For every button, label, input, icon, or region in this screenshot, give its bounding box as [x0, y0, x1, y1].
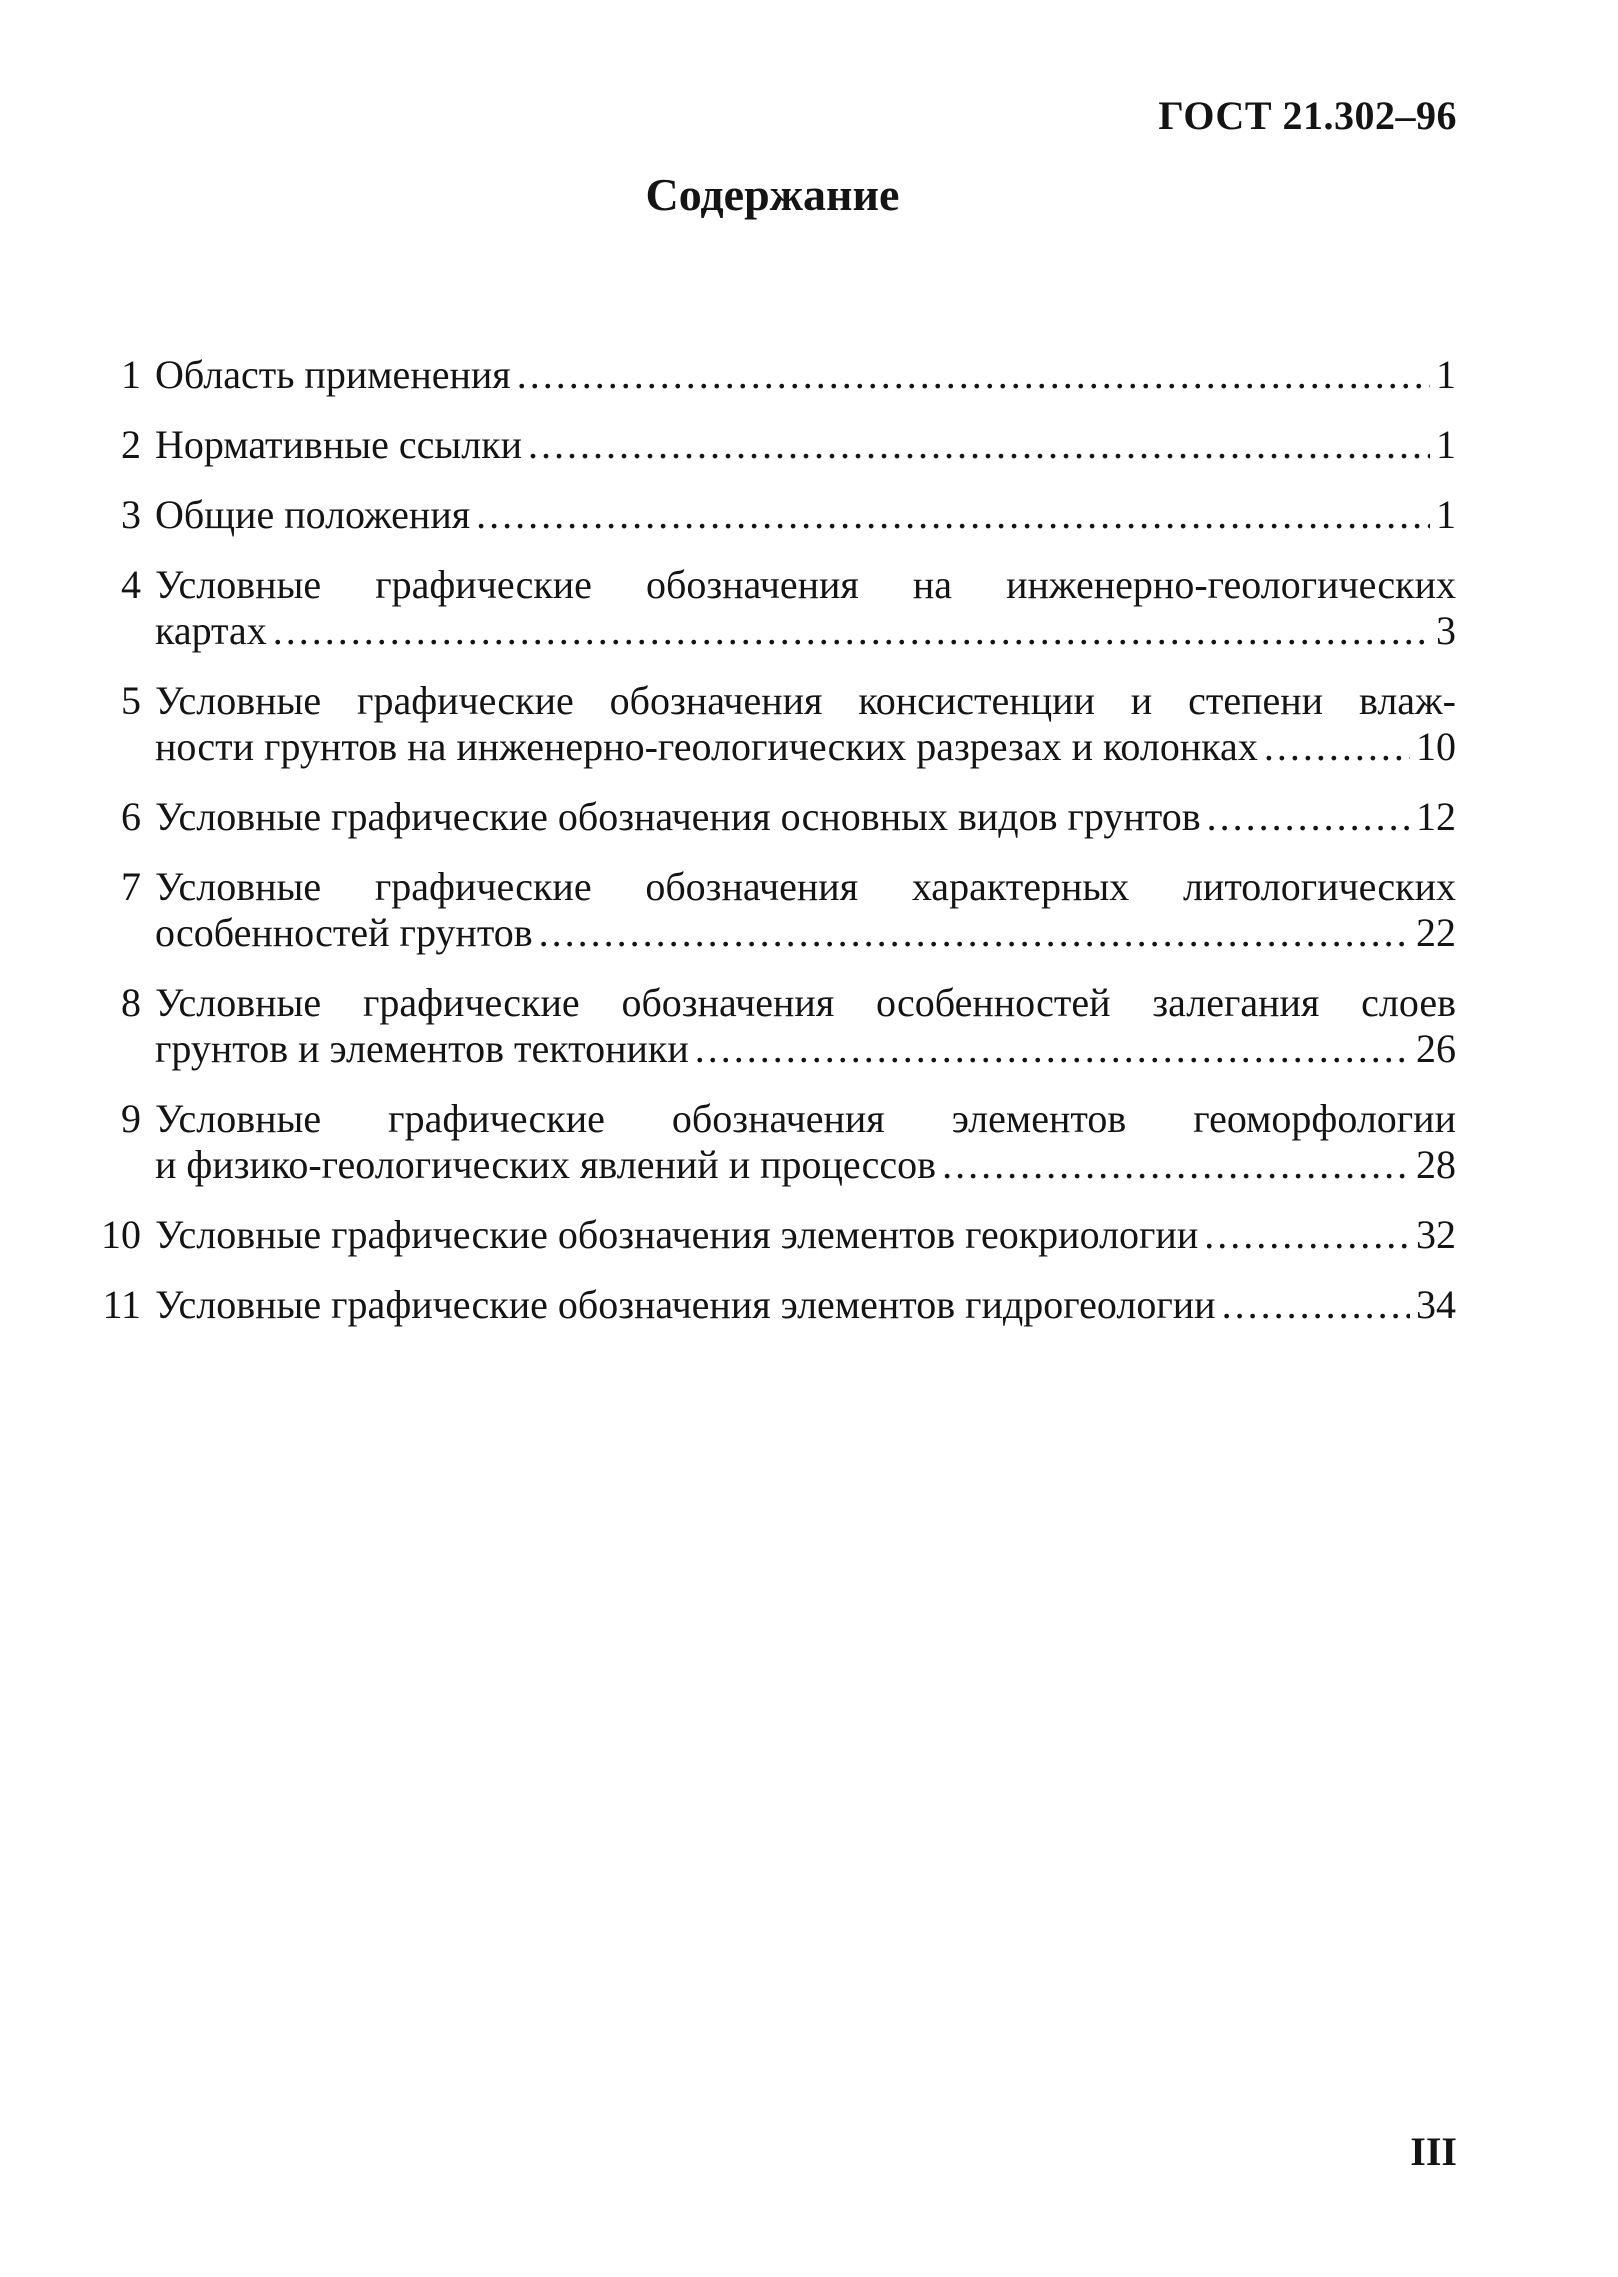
toc-entry-page: 28: [1416, 1142, 1456, 1187]
table-of-contents: [76, 352, 1456, 1352]
toc-entry-body: [155, 1096, 1456, 1188]
toc-entry-body: [155, 1282, 1456, 1328]
toc-entry-title: Условные графические обозначения консистенции и степени влаж-: [155, 678, 1456, 723]
toc-entry-title-continued: грунтов и элементов тектоники: [155, 1026, 689, 1071]
toc-entry-body: [155, 1212, 1456, 1258]
toc-entry: [76, 678, 1456, 770]
toc-entry-page: 32: [1416, 1212, 1456, 1257]
toc-entry-last-line: [155, 352, 1456, 398]
toc-entry-title: Условные графические обозначения элементов геокриологии: [155, 1212, 1199, 1257]
toc-entry-page: 1: [1436, 422, 1456, 467]
toc-entry: [76, 492, 1456, 538]
dot-leader: [942, 1142, 1410, 1188]
toc-entry: [76, 1282, 1456, 1328]
toc-entry-title-continued: картах: [155, 608, 267, 653]
toc-entry-number: 4: [121, 562, 141, 607]
toc-entry-body: [155, 422, 1456, 468]
dot-leader: [476, 492, 1430, 538]
dot-leader: [1207, 794, 1410, 840]
toc-entry-body: [155, 562, 1456, 654]
page-number: III: [1410, 2129, 1457, 2174]
toc-entry-last-line: [155, 1026, 1456, 1072]
toc-entry-last-line: [155, 1282, 1456, 1328]
toc-entry-number: 1: [121, 352, 141, 397]
toc-entry-number: 3: [121, 492, 141, 537]
toc-entry-title: Нормативные ссылки: [155, 422, 523, 467]
toc-entry-number: 11: [102, 1282, 141, 1327]
toc-entry-last-line: [155, 422, 1456, 468]
dot-leader: [1204, 1212, 1410, 1258]
toc-entry-last-line: [155, 910, 1456, 956]
toc-entry-last-line: [155, 1142, 1456, 1188]
toc-entry-last-line: [155, 724, 1456, 770]
toc-entry: [76, 562, 1456, 654]
toc-entry-title: Условные графические обозначения основных видов грунтов: [155, 794, 1201, 839]
toc-entry: [76, 352, 1456, 398]
toc-entry-title: Общие положения: [155, 492, 471, 537]
toc-entry-last-line: [155, 1212, 1456, 1258]
dot-leader: [695, 1026, 1410, 1072]
toc-entry-page: 22: [1416, 910, 1456, 955]
toc-entry-number: 6: [121, 794, 141, 839]
toc-entry-title: Условные графические обозначения характерных литологических: [155, 864, 1456, 909]
toc-entry-number: 10: [101, 1212, 141, 1257]
toc-entry: [76, 1096, 1456, 1188]
dot-leader: [1222, 1282, 1410, 1328]
toc-entry: [76, 1212, 1456, 1258]
toc-entry-number: 7: [121, 864, 141, 909]
toc-entry-title: Область применения: [155, 352, 511, 397]
toc-entry: [76, 864, 1456, 956]
toc-entry: [76, 422, 1456, 468]
toc-entry-page: 12: [1416, 794, 1456, 839]
toc-entry-body: [155, 864, 1456, 956]
toc-entry-page: 26: [1416, 1026, 1456, 1071]
dot-leader: [539, 910, 1410, 956]
toc-title: Содержание: [645, 169, 900, 220]
toc-entry-body: [155, 492, 1456, 538]
toc-entry-page: 1: [1436, 352, 1456, 397]
toc-entry-page: 34: [1416, 1282, 1456, 1327]
dot-leader: [528, 422, 1430, 468]
toc-entry-title: Условные графические обозначения особенностей залегания слоев: [155, 980, 1456, 1025]
toc-entry-number: 2: [121, 422, 141, 467]
toc-entry-number: 9: [121, 1096, 141, 1141]
toc-entry-title: Условные графические обозначения элементов геоморфологии: [155, 1096, 1456, 1141]
toc-entry-number: 5: [121, 678, 141, 723]
toc-entry-page: 10: [1416, 724, 1456, 769]
dot-leader: [517, 352, 1430, 398]
toc-entry-title: Условные графические обозначения на инженерно-геологических: [155, 562, 1456, 607]
toc-entry-body: [155, 794, 1456, 840]
toc-entry-title: Условные графические обозначения элементов гидрогеологии: [155, 1282, 1216, 1327]
document-code: ГОСТ 21.302–96: [1158, 93, 1457, 138]
toc-entry-page: 3: [1436, 608, 1456, 653]
toc-entry-number: 8: [121, 980, 141, 1025]
toc-entry: [76, 980, 1456, 1072]
toc-entry-last-line: [155, 492, 1456, 538]
toc-entry-body: [155, 352, 1456, 398]
toc-entry: [76, 794, 1456, 840]
dot-leader: [1264, 724, 1410, 770]
toc-entry-body: [155, 678, 1456, 770]
toc-entry-page: 1: [1436, 492, 1456, 537]
toc-entry-title-continued: ности грунтов на инженерно-геологических разрезах и колонках: [155, 724, 1258, 769]
toc-entry-title-continued: особенностей грунтов: [155, 910, 533, 955]
toc-entry-last-line: [155, 608, 1456, 654]
dot-leader: [273, 608, 1430, 654]
toc-entry-title-continued: и физико-геологических явлений и процессов: [155, 1142, 937, 1187]
toc-entry-last-line: [155, 794, 1456, 840]
toc-entry-body: [155, 980, 1456, 1072]
